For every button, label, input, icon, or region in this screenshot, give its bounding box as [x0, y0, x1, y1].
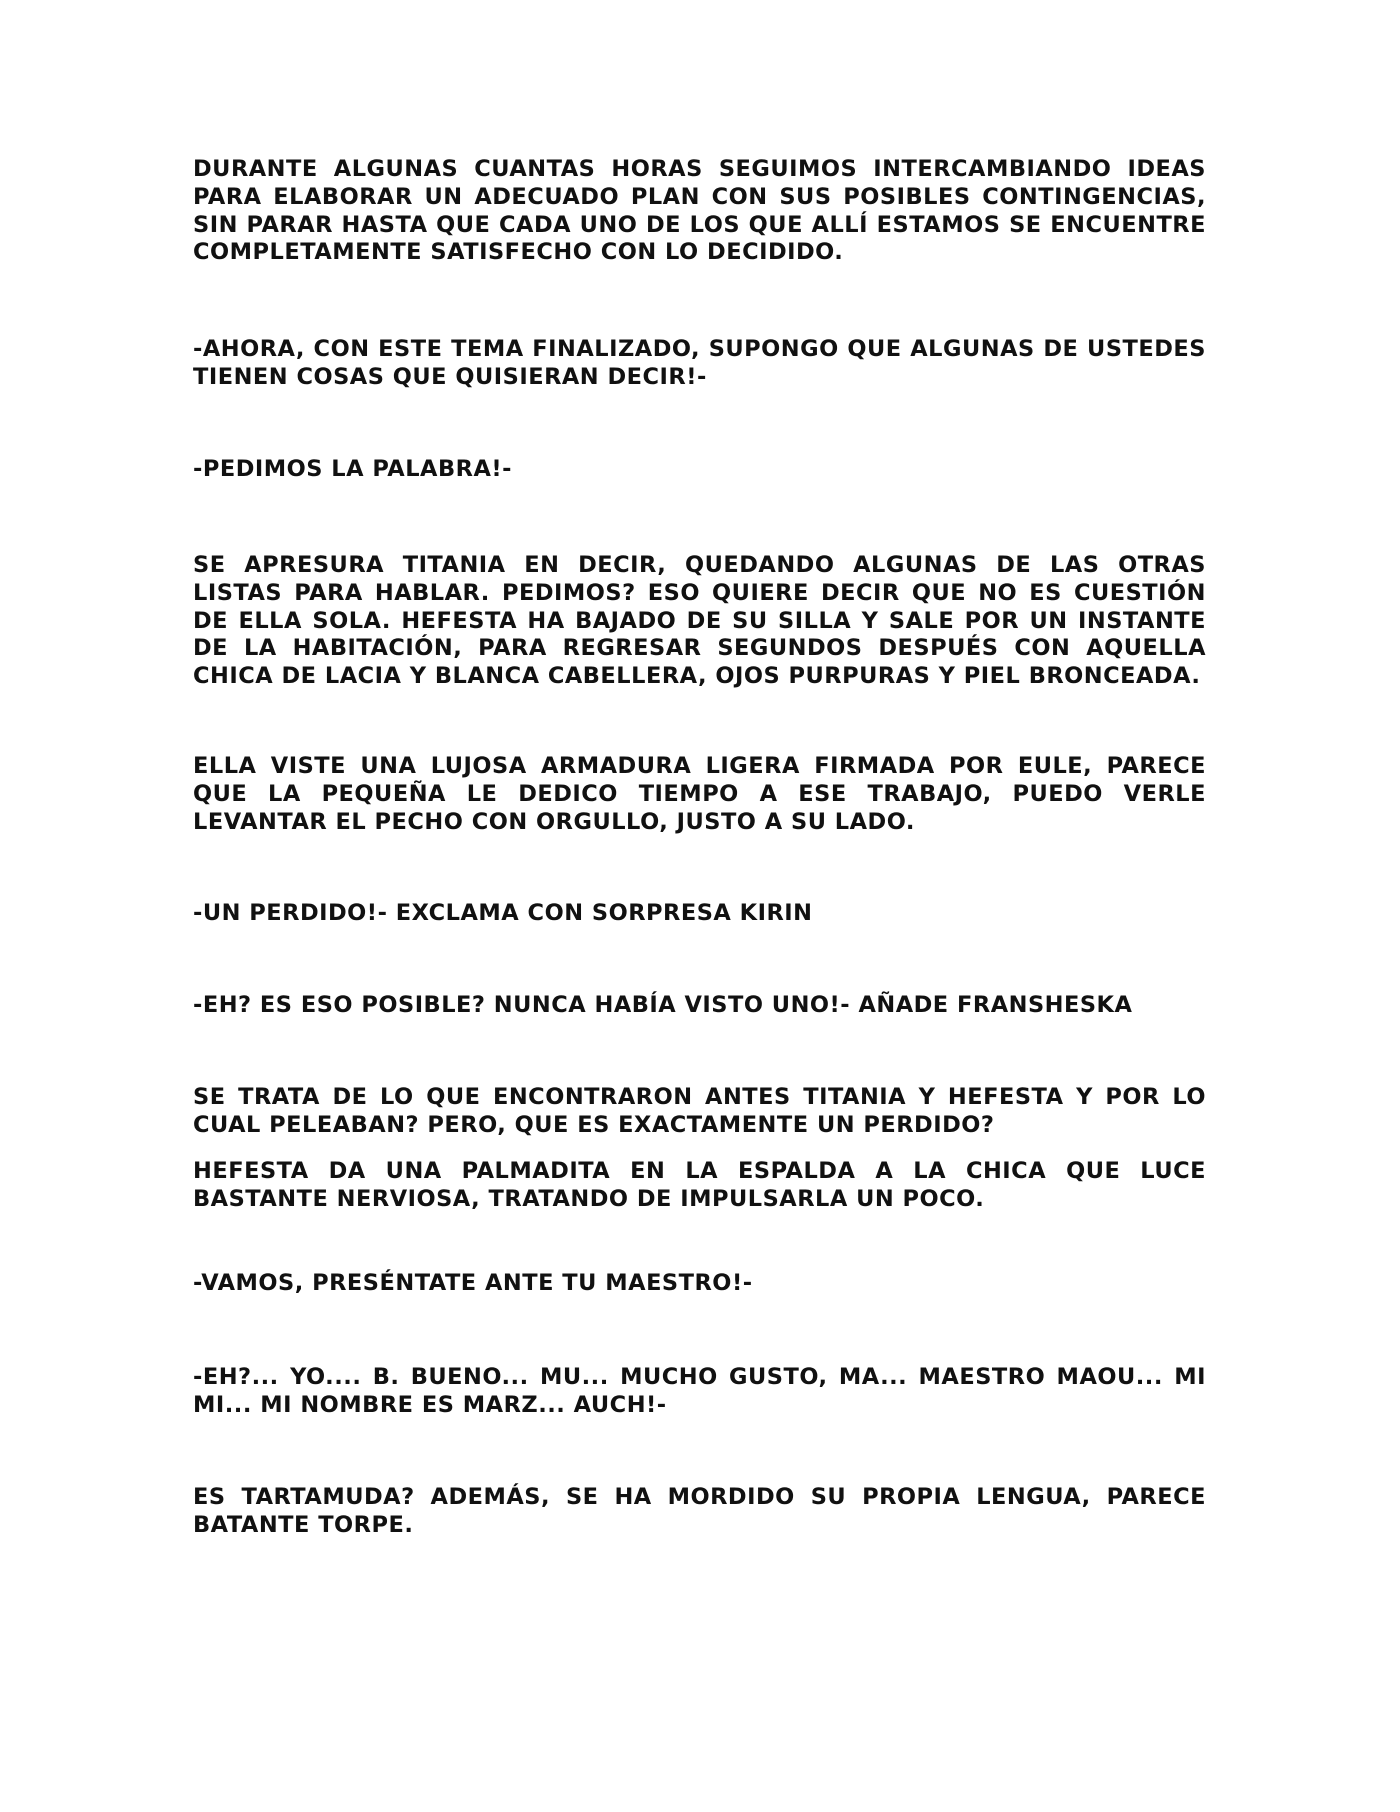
paragraph-dialogue-fransheska: -EH? ES ESO POSIBLE? NUNCA HABÍA VISTO UNO!- AÑADE FRANSHESKA	[193, 992, 1133, 1018]
paragraph-tartamuda: ES TARTAMUDA? ADEMÁS, SE HA MORDIDO SU PROPIA LENGUA, PARECE BATANTE TORPE.	[193, 1484, 1206, 1538]
paragraph-titania-hefesta: SE APRESURA TITANIA EN DECIR, QUEDANDO ALGUNAS DE LAS OTRAS LISTAS PARA HABLAR. PEDIMOS? ESO QUIERE DECIR QUE NO ES CUESTIÓN DE ELLA SOLA. HEFESTA HA BAJADO DE SU SILLA Y SALE POR UN INSTANTE DE LA HABITACIÓN, PARA REGRESAR SEGUNDOS DESPUÉS CON AQUELLA CHICA DE LACIA Y BLANCA CABELLERA, OJOS PURPURAS Y PIEL BRONCEADA.	[193, 552, 1206, 690]
paragraph-dialogue-kirin: -UN PERDIDO!- EXCLAMA CON SORPRESA KIRIN	[193, 900, 813, 926]
paragraph-dialogue-marz: -EH?... YO.... B. BUENO... MU... MUCHO GUSTO, MA... MAESTRO MAOU... MI MI... MI NOMBRE ES MARZ... AUCH!-	[193, 1364, 1206, 1418]
paragraph-palmadita: HEFESTA DA UNA PALMADITA EN LA ESPALDA A LA CHICA QUE LUCE BASTANTE NERVIOSA, TRATANDO DE IMPULSARLA UN POCO.	[193, 1158, 1206, 1212]
paragraph-dialogue-vamos: -VAMOS, PRESÉNTATE ANTE TU MAESTRO!-	[193, 1270, 753, 1296]
paragraph-dialogue-pedimos: -PEDIMOS LA PALABRA!-	[193, 456, 512, 482]
paragraph-dialogue-ahora: -AHORA, CON ESTE TEMA FINALIZADO, SUPONGO QUE ALGUNAS DE USTEDES TIENEN COSAS QUE QUISIERAN DECIR!-	[193, 336, 1206, 390]
paragraph-perdido-question: SE TRATA DE LO QUE ENCONTRARON ANTES TITANIA Y HEFESTA Y POR LO CUAL PELEABAN? PERO, QUE ES EXACTAMENTE UN PERDIDO?	[193, 1084, 1206, 1138]
paragraph-planning: DURANTE ALGUNAS CUANTAS HORAS SEGUIMOS INTERCAMBIANDO IDEAS PARA ELABORAR UN ADECUADO PLAN CON SUS POSIBLES CONTINGENCIAS, SIN PARAR HASTA QUE CADA UNO DE LOS QUE ALLÍ ESTAMOS SE ENCUENTRE COMPLETAMENTE SATISFECHO CON LO DECIDIDO.	[193, 156, 1206, 266]
paragraph-armadura: ELLA VISTE UNA LUJOSA ARMADURA LIGERA FIRMADA POR EULE, PARECE QUE LA PEQUEÑA LE DEDICO TIEMPO A ESE TRABAJO, PUEDO VERLE LEVANTAR EL PECHO CON ORGULLO, JUSTO A SU LADO.	[193, 753, 1206, 835]
